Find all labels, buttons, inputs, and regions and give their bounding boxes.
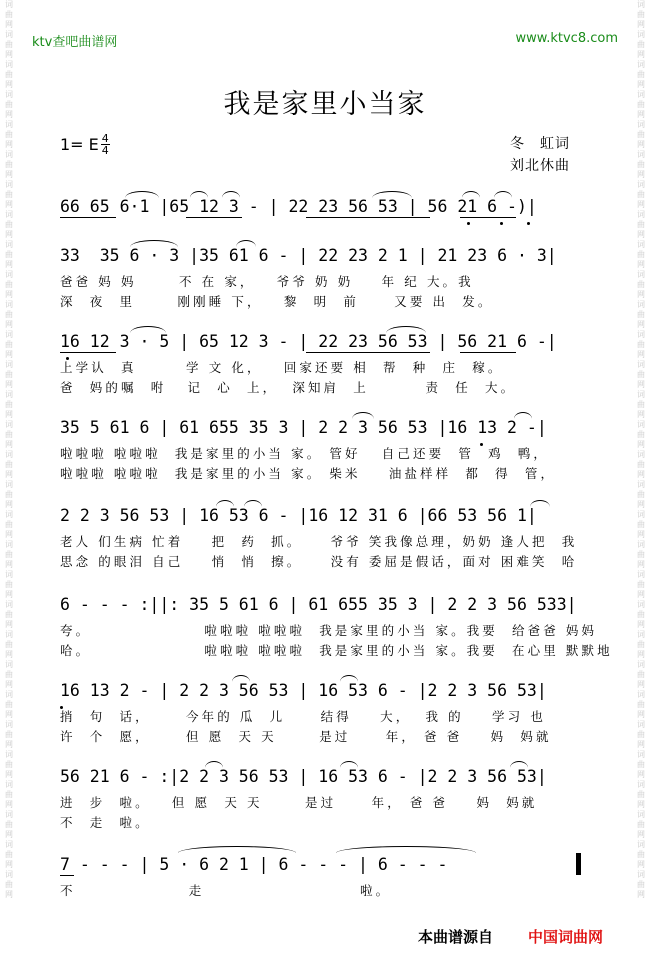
slur-mark (530, 500, 550, 507)
beam-line (60, 352, 116, 353)
lyric-line: 许 个 愿， 但 愿 天 天 是过 年， 爸 爸 妈 妈就 (60, 729, 552, 744)
lyric-line: 思念 的眼泪 自己 悄 悄 擦。 没有 委屈是假话，面对 困难笑 哈 (60, 554, 578, 569)
notation-row: 33 35 6 · 3 |35 61 6 - | 22 23 2 1 | 21 23 6 · 3| (60, 246, 557, 265)
notation-row: 66 65 6·1 |65 12 3 - | 22 23 56 53 | 56 21 6 -)| (60, 197, 537, 216)
lyricist-credit: 冬 虹词 (510, 136, 570, 152)
lyric-line: 啦啦啦 啦啦啦 我是家里的小当 家。 管好 自己还要 管 鸡 鸭， (60, 446, 550, 461)
slur-mark (130, 326, 166, 333)
left-watermark: 词曲网 词曲网 词曲网 词曲网 词曲网 词曲网 词曲网 词曲网 词曲网 词曲网 词曲网 词曲网 词曲网 词曲网 词曲网 词曲网 词曲网 词曲网 词曲网 词曲网 词曲网 词曲网 词曲网 词曲网 词曲网 词曲网 词曲网 词曲网 词曲网 词曲网 (5, 0, 13, 899)
lyric-line: 爸爸 妈 妈 不 在 家， 爷爷 奶 奶 年 纪 大。我 (60, 274, 474, 289)
source-label: 本曲谱源自 (418, 928, 494, 946)
lyric-line: 老人 们生病 忙着 把 药 抓。 爷爷 笑我像总理，奶奶 逢人把 我 (60, 534, 578, 549)
lyric-line: 爸 妈的嘱 咐 记 心 上， 深知肩 上 责 任 大。 (60, 380, 517, 395)
slur-mark (336, 846, 476, 853)
slur-mark (372, 191, 412, 198)
source-site-link[interactable]: 中国词曲网 (528, 928, 604, 946)
header-right-link[interactable]: www.ktvc8.com (515, 31, 618, 46)
time-denominator: 4 (101, 144, 109, 157)
beam-line (460, 217, 516, 218)
notation-row: 16 13 2 - | 2 2 3 56 53 | 16 53 6 - |2 2 3 56 53| (60, 681, 547, 700)
lyric-line: 不 走 啦。 (60, 815, 151, 830)
beam-line (60, 217, 116, 218)
lyric-line: 不 走 啦。 (60, 883, 392, 898)
low-octave-dot (467, 222, 470, 225)
lyric-line: 捎 句 话， 今年的 瓜 儿 结得 大， 我 的 学习 也 (60, 709, 546, 724)
beam-line (306, 352, 430, 353)
slur-mark (205, 761, 223, 768)
beam-line (186, 217, 242, 218)
key-prefix: 1= E (60, 135, 99, 154)
slur-mark (340, 761, 358, 768)
time-numerator: 4 (101, 132, 109, 145)
beam-line (60, 875, 74, 876)
lyric-line: 哈。 啦啦啦 啦啦啦 我是家里的小当 家。我要 在心里 默默地 (60, 643, 613, 658)
low-octave-dot (66, 357, 69, 360)
header-left-link[interactable]: ktv查吧曲谱网 (32, 35, 118, 50)
lyric-line: 啦啦啦 啦啦啦 我是家里的小当 家。 柴米 油盐样样 都 得 管， (60, 466, 557, 481)
lyric-line: 深 夜 里 刚刚睡 下， 黎 明 前 又要 出 发。 (60, 294, 494, 309)
time-signature (101, 133, 110, 156)
notation-row: 56 21 6 - :|2 2 3 56 53 | 16 53 6 - |2 2 3 56 53| (60, 767, 547, 786)
lyric-line: 夸。 啦啦啦 啦啦啦 我是家里的小当 家。我要 给爸爸 妈妈 (60, 623, 598, 638)
notation-row: 6 - - - :||: 35 5 61 6 | 61 655 35 3 | 2 2 3 56 533| (60, 595, 577, 614)
low-octave-dot (500, 222, 503, 225)
key-signature (60, 133, 110, 156)
low-octave-dot (480, 443, 483, 446)
beam-line (306, 217, 430, 218)
notation-row: 2 2 3 56 53 | 16 53 6 - |16 12 31 6 |66 53 56 1| (60, 506, 537, 525)
song-title: 我是家里小当家 (223, 89, 427, 120)
slur-mark (494, 191, 512, 198)
slur-mark (190, 191, 208, 198)
notation-row: 16 12 3 · 5 | 65 12 3 - | 22 23 56 53 | 56 21 6 -| (60, 332, 557, 351)
slur-mark (352, 412, 374, 419)
slur-mark (236, 240, 256, 247)
right-watermark: 词曲网 词曲网 词曲网 词曲网 词曲网 词曲网 词曲网 词曲网 词曲网 词曲网 词曲网 词曲网 词曲网 词曲网 词曲网 词曲网 词曲网 词曲网 词曲网 词曲网 词曲网 词曲网 词曲网 词曲网 词曲网 词曲网 词曲网 词曲网 词曲网 词曲网 (637, 0, 645, 899)
slur-mark (178, 846, 296, 853)
slur-mark (510, 761, 528, 768)
slur-mark (340, 675, 358, 682)
slur-mark (125, 191, 159, 198)
lyric-line: 进 步 啦。 但 愿 天 天 是过 年， 爸 爸 妈 妈就 (60, 795, 538, 810)
slur-mark (232, 675, 250, 682)
notation-row: 35 5 61 6 | 61 655 35 3 | 2 2 3 56 53 |16 13 2 -| (60, 418, 547, 437)
lyric-line: 上学认 真 学 文 化， 回家还要 相 帮 种 庄 稼。 (60, 360, 504, 375)
low-octave-dot (527, 222, 530, 225)
low-octave-dot (60, 706, 63, 709)
final-barline (576, 853, 581, 875)
slur-mark (386, 326, 426, 333)
beam-line (460, 352, 516, 353)
slur-mark (462, 191, 480, 198)
slur-mark (244, 500, 262, 507)
slur-mark (130, 240, 178, 247)
composer-credit: 刘北休曲 (510, 158, 570, 174)
slur-mark (222, 191, 240, 198)
notation-row: 7 - - - | 5 · 6 2 1 | 6 - - - | 6 - - - (60, 855, 448, 874)
slur-mark (514, 412, 532, 419)
slur-mark (216, 500, 234, 507)
